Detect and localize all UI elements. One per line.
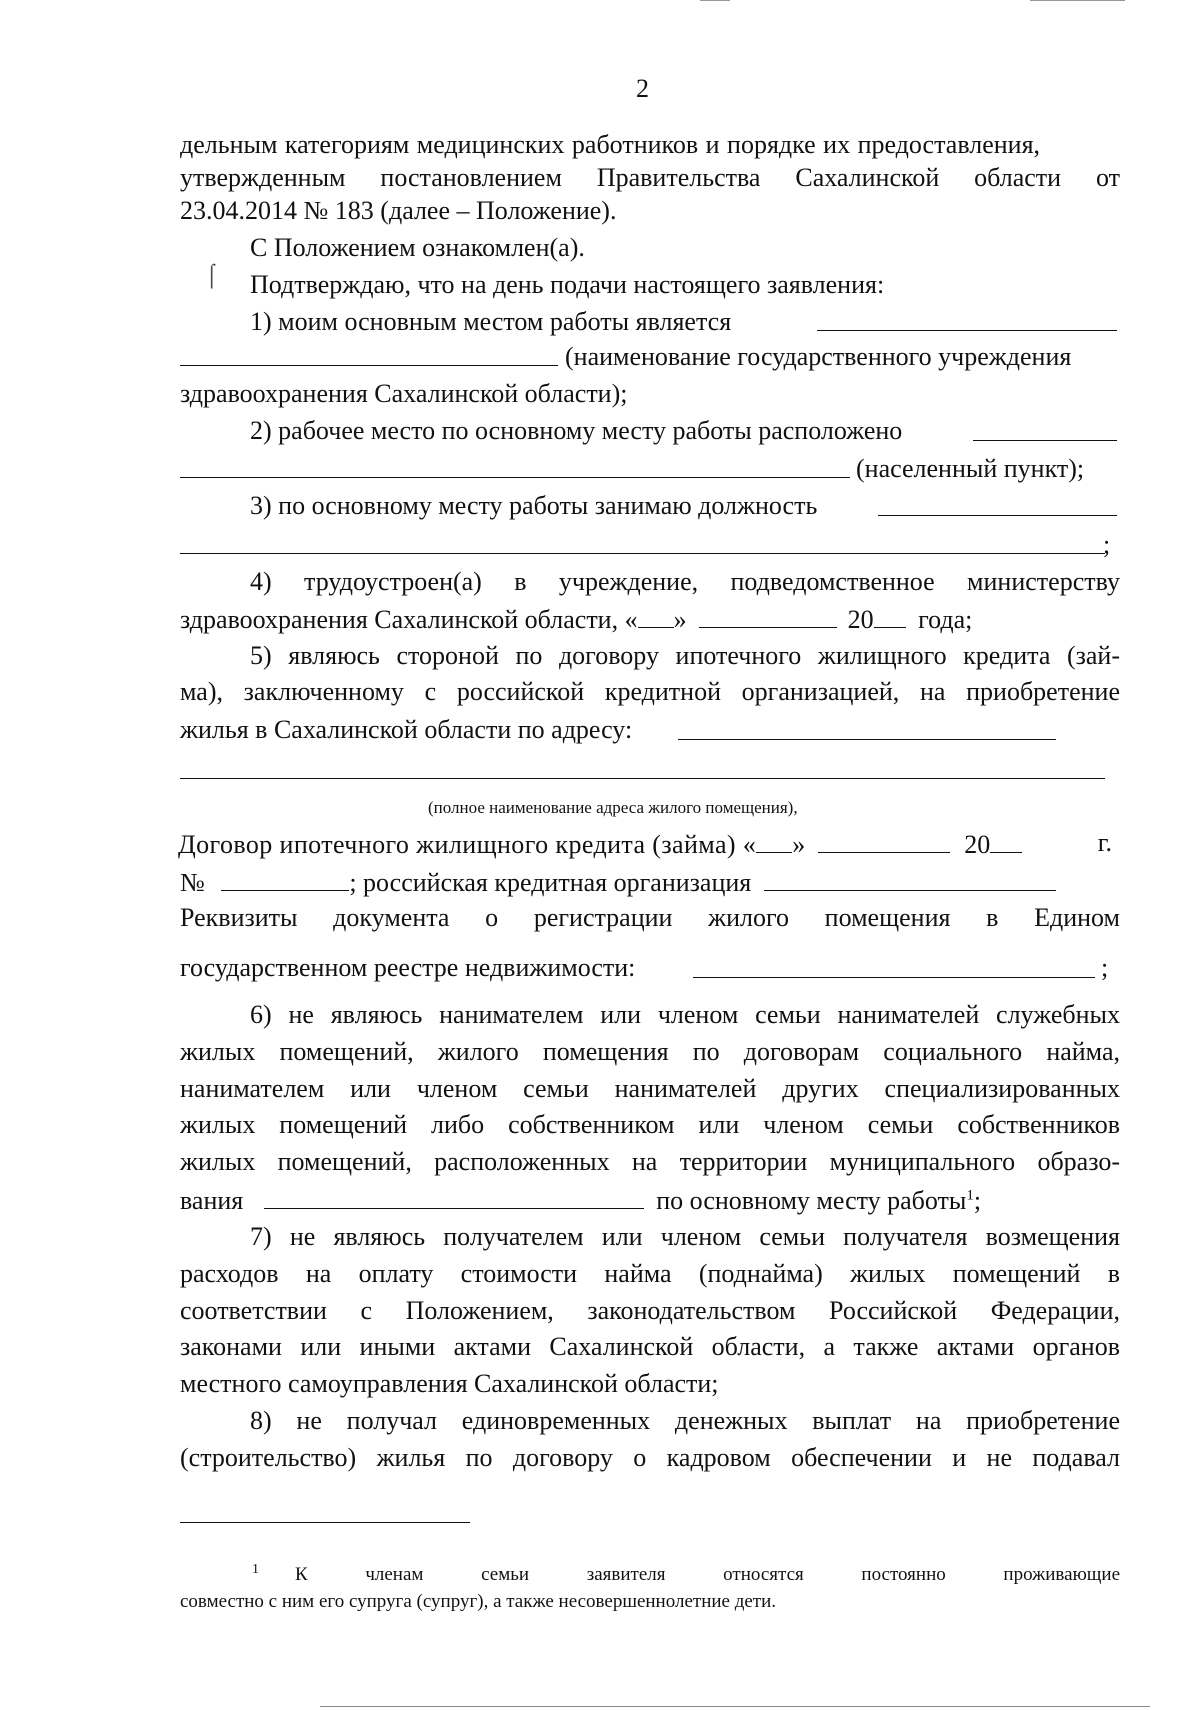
month-field[interactable] <box>699 603 837 628</box>
requisites-field[interactable] <box>693 977 1095 978</box>
acquainted-line: С Положением ознакомлен(а). <box>250 233 585 262</box>
item7-line: расходов на оплату стоимости найма (поднайма) жилых помещений в <box>180 1259 1120 1288</box>
position-field-continued[interactable] <box>180 553 1105 554</box>
footnote-line1: К членам семьи заявителя относятся постоянно проживающие <box>295 1564 1120 1585</box>
scan-artifact <box>1030 0 1125 1</box>
item2-note: (населенный пункт); <box>856 454 1085 483</box>
contract-number-line <box>180 866 1056 896</box>
quote-close: » <box>673 605 687 634</box>
credit-org-label: ; российская кредитная организация <box>349 868 752 897</box>
item6-line: нанимателем или членом семьи нанимателей других специализированных <box>180 1074 1120 1103</box>
paragraph-line <box>180 130 1120 160</box>
item7-line: законами или иными актами Сахалинской области, а также актами органов <box>180 1332 1120 1361</box>
footnote-separator <box>180 1522 470 1523</box>
item6-text: вания <box>180 1186 244 1215</box>
item8-line: 8) не получал единовременных денежных выплат на приобретение <box>250 1406 1120 1435</box>
paragraph-line: утвержденным постановлением Правительства Сахалинской области от <box>180 163 1120 192</box>
item7-last: местного самоуправления Сахалинской области; <box>180 1369 719 1398</box>
scan-artifact <box>700 0 730 1</box>
item3-end: ; <box>1103 530 1111 559</box>
contract-year-field[interactable] <box>990 828 1022 853</box>
year-suffix: года; <box>918 605 973 634</box>
workplace-field-continued[interactable] <box>180 365 558 366</box>
item1-text: 1) моим основным местом работы является <box>250 307 732 336</box>
text-line: дельным категориям медицинских работников и порядке их предоставления, <box>180 130 1041 159</box>
item3-text: 3) по основному месту работы занимаю должность <box>250 491 818 520</box>
address-field[interactable] <box>678 739 1056 740</box>
municipality-field[interactable] <box>264 1184 644 1209</box>
locality-field[interactable] <box>973 440 1117 441</box>
item1-note: (наименование государственного учреждения <box>565 342 1072 371</box>
contract-number-field[interactable] <box>221 866 349 891</box>
requisites-line2: государственном реестре недвижимости: <box>180 953 636 982</box>
quote-close: » <box>792 830 806 859</box>
contract-line <box>178 828 1120 858</box>
credit-org-field[interactable] <box>764 866 1056 891</box>
footnote-line2: совместно с ним его супруга (супруг), а также несовершеннолетние дети. <box>180 1591 777 1612</box>
requisites-end: ; <box>1101 953 1109 982</box>
workplace-field[interactable] <box>817 330 1117 331</box>
item6-line: жилых помещений, расположенных на территории муниципального образо- <box>180 1147 1120 1176</box>
item4-line1: 4) трудоустроен(а) в учреждение, подведомственное министерству <box>250 567 1120 596</box>
item6-line: жилых помещений, жилого помещения по договорам социального найма, <box>180 1037 1120 1066</box>
contract-month-field[interactable] <box>818 828 950 853</box>
contract-text: Договор ипотечного жилищного кредита (займа) « <box>178 830 757 859</box>
item6-line: 6) не являюсь нанимателем или членом семьи нанимателей служебных <box>250 1000 1120 1029</box>
contract-day-field[interactable] <box>756 828 792 853</box>
year-prefix: 20 <box>847 605 874 634</box>
footnote-ref: 1 <box>966 1187 974 1204</box>
item8-line: (строительство) жилья по договору о кадровом обеспечении и не подавал <box>180 1443 1120 1472</box>
locality-field-continued[interactable] <box>180 477 850 478</box>
margin-mark: ⌠ <box>205 262 219 287</box>
item7-line: соответствии с Положением, законодательством Российской Федерации, <box>180 1296 1120 1325</box>
item2-text: 2) рабочее место по основному месту работы расположено <box>250 416 903 445</box>
contract-year-suffix: г. <box>1097 828 1112 857</box>
contract-year-prefix: 20 <box>964 830 991 859</box>
address-field-continued[interactable] <box>180 778 1105 779</box>
number-sign: № <box>180 868 205 897</box>
item4-line2 <box>180 603 972 633</box>
scan-edge <box>320 1706 1150 1707</box>
page-number: 2 <box>636 74 649 103</box>
confirm-line: Подтверждаю, что на день подачи настоящего заявления: <box>250 270 885 299</box>
requisites-line1: Реквизиты документа о регистрации жилого помещения в Едином <box>180 903 1120 932</box>
footnote-mark: 1 <box>252 1562 259 1577</box>
item1-cont: здравоохранения Сахалинской области); <box>180 379 628 408</box>
item5-line1: 5) являюсь стороной по договору ипотечного жилищного кредита (зай- <box>250 641 1120 670</box>
item6-last-line <box>180 1184 981 1214</box>
item4-text: здравоохранения Сахалинской области, « <box>180 605 638 634</box>
position-field[interactable] <box>878 515 1117 516</box>
item6-tail: по основному месту работы <box>656 1186 967 1215</box>
item5-line2: ма), заключенному с российской кредитной организацией, на приобретение <box>180 677 1120 706</box>
item6-line: жилых помещений либо собственником или членом семьи собственников <box>180 1110 1120 1139</box>
day-field[interactable] <box>638 603 674 628</box>
address-caption: (полное наименование адреса жилого помещения), <box>428 798 798 817</box>
item7-line: 7) не являюсь получателем или членом семьи получателя возмещения <box>250 1222 1120 1251</box>
paragraph-line: 23.04.2014 № 183 (далее – Положение). <box>180 196 617 225</box>
year-field[interactable] <box>874 603 906 628</box>
item5-line3: жилья в Сахалинской области по адресу: <box>180 715 633 744</box>
item6-end: ; <box>973 1186 982 1215</box>
